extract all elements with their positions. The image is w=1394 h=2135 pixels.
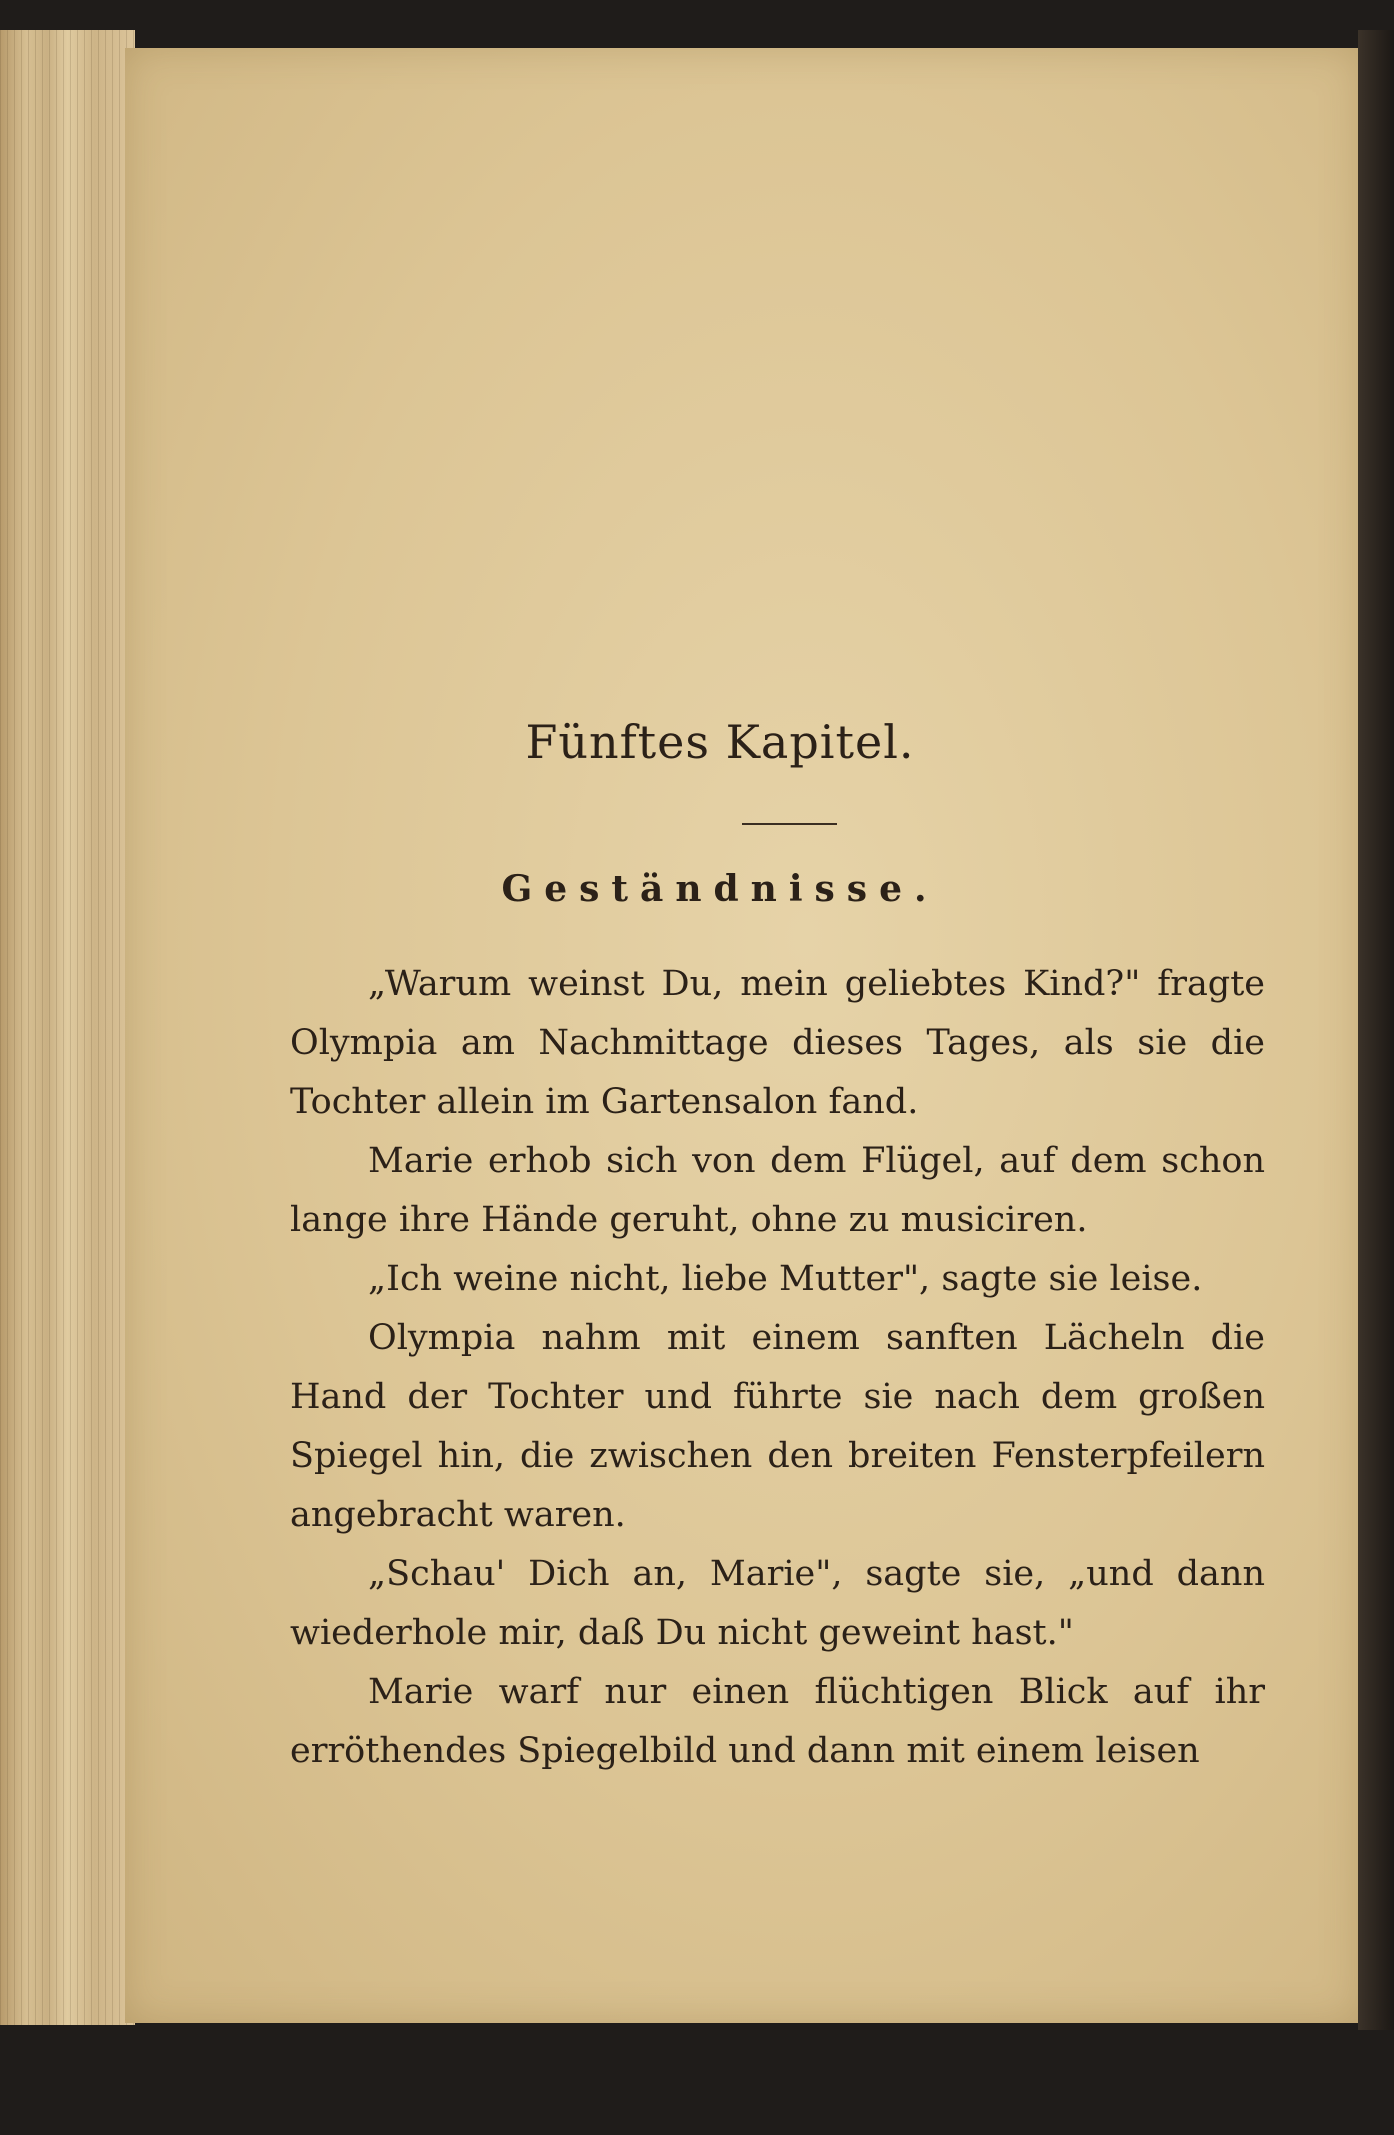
section-title: Geständnisse. (501, 868, 939, 910)
page-content (165, 0, 1275, 2135)
paragraph: Marie warf nur einen flüchtigen Blick auf ihr erröthendes Spiegelbild und dann mit einem leisen (290, 1672, 1265, 1771)
paragraph: „Warum weinst Du, mein geliebtes Kind?" fragte Olympia am Nachmittage dieses Tages, als sie die Tochter allein im Gartensalon fand. (290, 964, 1265, 1122)
left-page-edges (0, 30, 135, 2025)
paragraph: „Schau' Dich an, Marie", sagte sie, „und dann wiederhole mir, daß Du nicht geweint hast." (290, 1554, 1265, 1653)
body-text (290, 955, 1265, 1781)
paragraph: Marie erhob sich von dem Flügel, auf dem schon lange ihre Hände geruht, ohne zu musiciren. (290, 1141, 1265, 1240)
paragraph: Olympia nahm mit einem sanften Lächeln die Hand der Tochter und führte sie nach dem großen Spiegel hin, die zwischen den breiten Fensterpfeilern angebracht waren. (290, 1318, 1265, 1535)
right-cover-edge (1358, 30, 1394, 2030)
paragraph: „Ich weine nicht, liebe Mutter", sagte sie leise. (368, 1259, 1203, 1299)
chapter-title: Fünftes Kapitel. (525, 715, 915, 769)
title-divider (742, 823, 837, 825)
